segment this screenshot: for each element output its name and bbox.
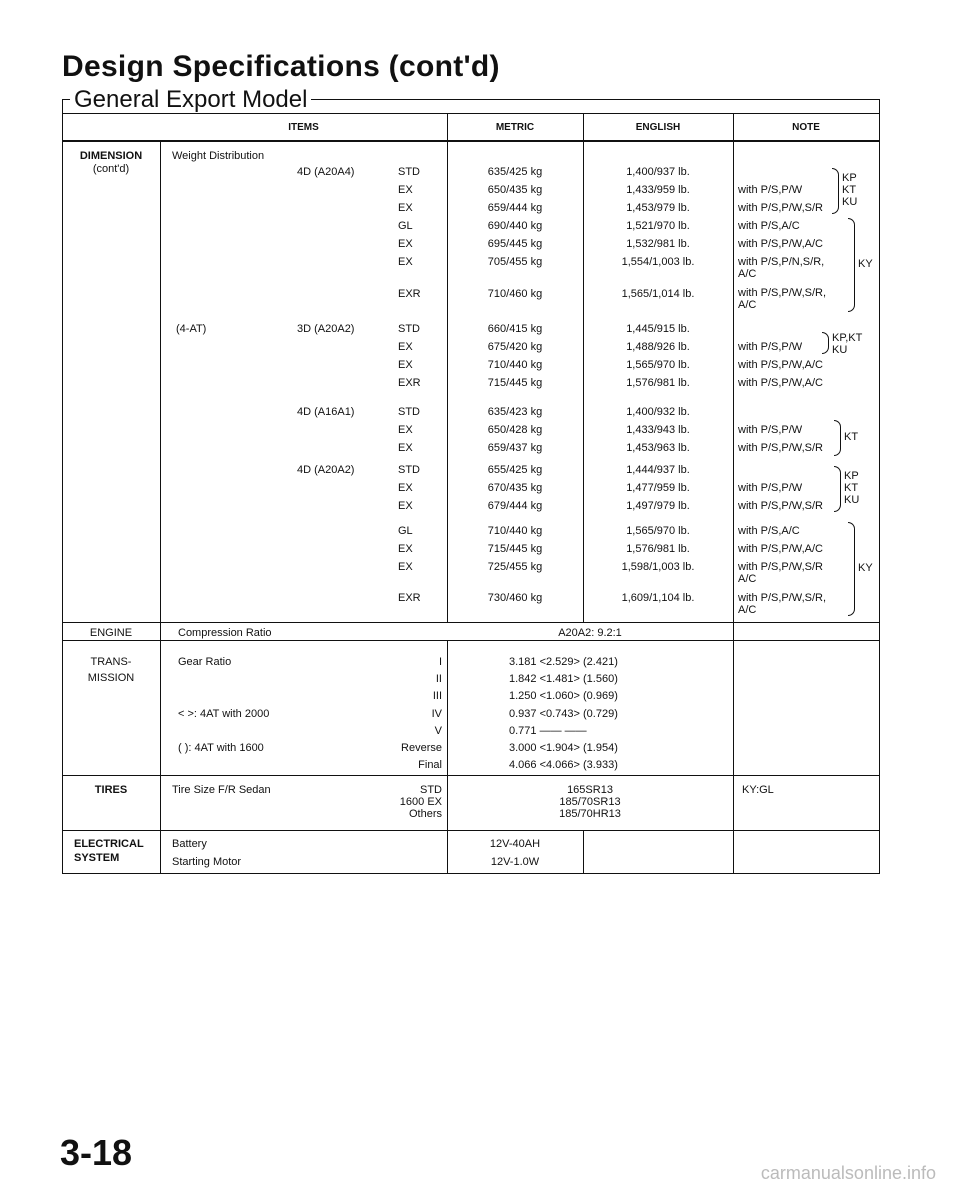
metric-value: 670/435 kg: [487, 482, 543, 494]
note-text: with P/S,P/W,A/C: [738, 238, 823, 250]
note-text: with P/S,P/W: [738, 341, 803, 353]
note-code: KT: [844, 482, 859, 494]
weight-distribution-label: Weight Distribution: [172, 150, 265, 162]
metric-value: 730/460 kg: [487, 592, 543, 604]
brace: [834, 466, 841, 512]
note-text: with P/S,P/W,S/R: [738, 442, 823, 454]
note-text: with P/S,A/C: [738, 220, 800, 232]
brace: [848, 218, 855, 312]
english-value: 1,521/970 lb.: [626, 220, 690, 232]
note-code: KP,KT: [832, 332, 863, 344]
english-value: 1,400/937 lb.: [626, 166, 690, 178]
english-value: 1,433/959 lb.: [626, 184, 690, 196]
metric-value: 679/444 kg: [487, 500, 543, 512]
starting-motor-label: Starting Motor: [172, 856, 242, 868]
transmission-label-line2: MISSION: [87, 672, 135, 684]
english-value: 1,444/937 lb.: [626, 464, 690, 476]
starting-motor-value: 12V-1.0W: [490, 856, 540, 868]
brace: [832, 168, 839, 214]
gear-ratio-value: 3.000 <1.904> (1.954): [509, 742, 618, 754]
note-code: KT: [844, 431, 859, 443]
metric-value: 659/444 kg: [487, 202, 543, 214]
metric-value: 635/423 kg: [487, 406, 543, 418]
english-value: 1,576/981 lb.: [626, 543, 690, 555]
trim: STD: [398, 464, 420, 476]
note-code: KY: [858, 258, 873, 270]
english-value: 1,565/970 lb.: [626, 359, 690, 371]
dimension-label: DIMENSION: [79, 150, 143, 162]
trim: GL: [398, 220, 413, 232]
compression-ratio-value: A20A2: 9.2:1: [558, 627, 622, 639]
section-title: General Export Model: [70, 86, 311, 114]
legend-4at-2000: < >: 4AT with 2000: [178, 708, 270, 720]
header-english: ENGLISH: [635, 122, 681, 133]
english-value: 1,488/926 lb.: [626, 341, 690, 353]
tire-size-value: 185/70SR13: [559, 796, 621, 808]
trim: EX: [398, 561, 413, 573]
metric-value: 660/415 kg: [487, 323, 543, 335]
row-sep-tires: [62, 775, 880, 776]
note-text: A/C: [738, 573, 757, 585]
electrical-label-line2: SYSTEM: [74, 852, 120, 864]
gear-ratio-value: 0.771 —— ——: [509, 725, 587, 737]
trim: EX: [398, 500, 413, 512]
tire-grade: Others: [408, 808, 442, 820]
gear-label: III: [432, 690, 442, 702]
metric-value: 655/425 kg: [487, 464, 543, 476]
model-3d-a20a2: 3D (A20A2): [297, 323, 355, 335]
trim: EX: [398, 256, 413, 268]
col-line-1: [160, 141, 161, 873]
tire-size-label: Tire Size F/R Sedan: [172, 784, 271, 796]
trim: EX: [398, 341, 413, 353]
gear-ratio-value: 1.842 <1.481> (1.560): [509, 673, 618, 685]
trim: GL: [398, 525, 413, 537]
tire-size-value: 165SR13: [567, 784, 613, 796]
electrical-label-line1: ELECTRICAL: [74, 838, 144, 850]
note-text: A/C: [738, 268, 757, 280]
trim: EX: [398, 359, 413, 371]
compression-ratio-label: Compression Ratio: [178, 627, 272, 639]
dimension-cont: (cont'd): [92, 163, 130, 175]
trim: STD: [398, 166, 420, 178]
metric-value: 705/455 kg: [487, 256, 543, 268]
metric-value: 715/445 kg: [487, 543, 543, 555]
battery-label: Battery: [172, 838, 207, 850]
frame-bottom: [62, 873, 880, 874]
row-sep-engine: [62, 622, 880, 623]
note-code: KU: [842, 196, 858, 208]
metric-value: 710/440 kg: [487, 359, 543, 371]
note-text: with P/S,P/W,A/C: [738, 377, 823, 389]
row-sep-trans: [62, 640, 880, 641]
metric-value: 725/455 kg: [487, 561, 543, 573]
brace: [822, 332, 829, 354]
note-text: with P/S,P/N,S/R,: [738, 256, 825, 268]
metric-value: 675/420 kg: [487, 341, 543, 353]
english-value: 1,565/970 lb.: [626, 525, 690, 537]
col-line-3b: [583, 830, 584, 873]
tire-size-value: 185/70HR13: [559, 808, 621, 820]
note-text: with P/S,A/C: [738, 525, 800, 537]
tire-grade: 1600 EX: [399, 796, 442, 808]
trim: EXR: [398, 288, 421, 300]
english-value: 1,532/981 lb.: [626, 238, 690, 250]
note-text: with P/S,P/W,S/R,: [738, 287, 827, 299]
english-value: 1,598/1,003 lb.: [621, 561, 695, 573]
english-value: 1,453/963 lb.: [626, 442, 690, 454]
brace: [834, 420, 841, 456]
trim: EX: [398, 202, 413, 214]
gear-ratio-value: 3.181 <2.529> (2.421): [509, 656, 618, 668]
metric-value: 710/460 kg: [487, 288, 543, 300]
note-text: with P/S,P/W: [738, 424, 803, 436]
metric-value: 650/435 kg: [487, 184, 543, 196]
metric-value: 695/445 kg: [487, 238, 543, 250]
gear-label: II: [435, 673, 442, 685]
english-value: 1,565/1,014 lb.: [621, 288, 695, 300]
english-value: 1,433/943 lb.: [626, 424, 690, 436]
note-text: A/C: [738, 604, 757, 616]
frame-right: [879, 99, 880, 874]
note-text: with P/S,P/W,A/C: [738, 359, 823, 371]
gear-label: V: [434, 725, 442, 737]
engine-label: ENGINE: [89, 627, 133, 639]
note-text: with P/S,P/W: [738, 184, 803, 196]
trim: EX: [398, 424, 413, 436]
trim: EX: [398, 238, 413, 250]
note-text: with P/S,P/W: [738, 482, 803, 494]
trim: EX: [398, 482, 413, 494]
transmission-label-line1: TRANS-: [90, 656, 132, 668]
trim: STD: [398, 323, 420, 335]
trim: EX: [398, 543, 413, 555]
metric-value: 659/437 kg: [487, 442, 543, 454]
metric-value: 690/440 kg: [487, 220, 543, 232]
trim: EX: [398, 184, 413, 196]
page-title: Design Specifications (cont'd): [62, 50, 500, 83]
gear-ratio-value: 0.937 <0.743> (0.729): [509, 708, 618, 720]
tire-note: KY:GL: [742, 784, 774, 796]
metric-value: 650/428 kg: [487, 424, 543, 436]
note-text: with P/S,P/W,S/R,: [738, 592, 827, 604]
english-value: 1,477/959 lb.: [626, 482, 690, 494]
gear-ratio-value: 1.250 <1.060> (0.969): [509, 690, 618, 702]
watermark: carmanualsonline.info: [760, 1163, 936, 1183]
trim: EX: [398, 442, 413, 454]
gear-ratio-label: Gear Ratio: [178, 656, 232, 668]
metric-value: 715/445 kg: [487, 377, 543, 389]
english-value: 1,609/1,104 lb.: [621, 592, 695, 604]
english-value: 1,400/932 lb.: [626, 406, 690, 418]
metric-value: 710/440 kg: [487, 525, 543, 537]
tire-grade: STD: [420, 784, 442, 796]
note-text: with P/S,P/W,S/R: [738, 202, 823, 214]
trim: EXR: [398, 592, 421, 604]
gear-label: IV: [431, 708, 442, 720]
model-4d-a16a1: 4D (A16A1): [297, 406, 355, 418]
note-code: KY: [858, 562, 873, 574]
page-number: 3-18: [60, 1132, 133, 1173]
gear-label: I: [438, 656, 442, 668]
gear-label: Reverse: [401, 742, 442, 754]
frame-left: [62, 99, 63, 874]
header-bottom: [62, 140, 880, 142]
trim: STD: [398, 406, 420, 418]
header-metric: METRIC: [495, 122, 535, 133]
note-text: with P/S,P/W,S/R: [738, 500, 823, 512]
model-4d-a20a2: 4D (A20A2): [297, 464, 355, 476]
at-label: (4-AT): [176, 323, 207, 335]
english-value: 1,445/915 lb.: [626, 323, 690, 335]
col-line-4: [733, 113, 734, 873]
header-items: ITEMS: [288, 122, 319, 133]
header-top: [62, 113, 880, 114]
english-value: 1,453/979 lb.: [626, 202, 690, 214]
note-code: KU: [844, 494, 860, 506]
brace: [848, 522, 855, 616]
legend-4at-1600: ( ): 4AT with 1600: [178, 742, 264, 754]
gear-ratio-value: 4.066 <4.066> (3.933): [509, 759, 618, 771]
model-4d-a20a4: 4D (A20A4): [297, 166, 355, 178]
battery-value: 12V-40AH: [489, 838, 541, 850]
row-sep-elec: [62, 830, 880, 831]
header-note: NOTE: [792, 122, 820, 133]
tires-label: TIRES: [94, 784, 128, 796]
english-value: 1,576/981 lb.: [626, 377, 690, 389]
trim: EXR: [398, 377, 421, 389]
note-text: with P/S,P/W,A/C: [738, 543, 823, 555]
note-text: A/C: [738, 299, 757, 311]
note-code: KP: [844, 470, 859, 482]
english-value: 1,554/1,003 lb.: [621, 256, 695, 268]
metric-value: 635/425 kg: [487, 166, 543, 178]
note-text: with P/S,P/W,S/R: [738, 561, 823, 573]
note-code: KT: [842, 184, 857, 196]
note-code: KP: [842, 172, 857, 184]
gear-label: Final: [418, 759, 442, 771]
note-code: KU: [832, 344, 848, 356]
english-value: 1,497/979 lb.: [626, 500, 690, 512]
